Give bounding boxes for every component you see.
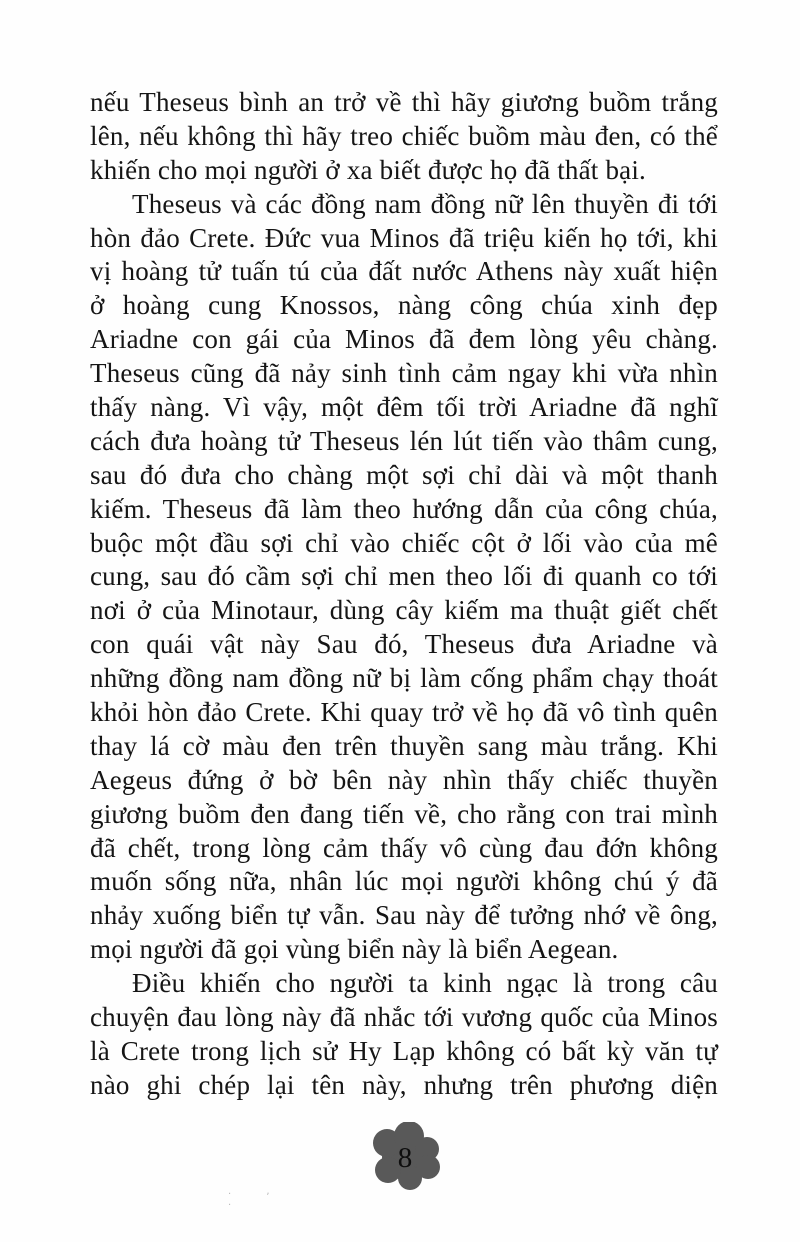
text-line: buộc một đầu sợi chỉ vào chiếc cột ở lối vào của mê	[90, 527, 718, 558]
text-line: thay lá cờ màu đen trên thuyền sang màu trắng. Khi	[90, 730, 718, 761]
text-line: chuyện đau lòng này đã nhắc tới vương quốc của Minos	[90, 1002, 718, 1033]
text-line: vị hoàng tử tuấn tú của đất nước Athens này xuất hiện	[90, 256, 718, 287]
page-number-badge	[363, 1122, 447, 1192]
text-line: hòn đảo Crete. Đức vua Minos đã triệu kiến họ tới, khi	[90, 222, 718, 253]
text-line: Theseus cũng đã nảy sinh tình cảm ngay khi vừa nhìn	[90, 358, 718, 389]
text-line: kiếm. Theseus đã làm theo hướng dẫn của công chúa,	[90, 493, 718, 524]
text-line: nếu Theseus bình an trở về thì hãy giương buồm trắng	[90, 87, 718, 117]
text-line: Aegeus đứng ở bờ bên này nhìn thấy chiếc thuyền	[90, 764, 718, 795]
text-line: lên, nếu không thì hãy treo chiếc buồm màu đen, có thể	[90, 120, 718, 151]
page-text	[90, 86, 718, 1103]
text-line: khiến cho mọi người ở xa biết được họ đã thất bại.	[90, 154, 646, 185]
text-line: nhảy xuống biển tự vẫn. Sau này để tưởng nhớ về ông,	[90, 900, 718, 931]
text-line: nơi ở của Minotaur, dùng cây kiếm ma thuật giết chết	[90, 595, 718, 626]
text-line: muốn sống nữa, nhân lúc mọi người không chú ý đã	[90, 866, 718, 897]
scan-artifact-marks: . , .	[228, 1186, 286, 1208]
text-line: thấy nàng. Vì vậy, một đêm tối trời Ariadne đã nghĩ	[90, 392, 718, 423]
text-line: cung, sau đó cầm sợi chỉ men theo lối đi quanh co tới	[90, 561, 718, 592]
text-line: Ariadne con gái của Minos đã đem lòng yêu chàng.	[90, 324, 718, 355]
text-line: là Crete trong lịch sử Hy Lạp không có bất kỳ văn tự	[90, 1035, 718, 1066]
text-line: khỏi hòn đảo Crete. Khi quay trở về họ đã vô tình quên	[90, 697, 718, 728]
text-line: nào ghi chép lại tên này, nhưng trên phương diện	[90, 1069, 718, 1100]
text-line: Theseus và các đồng nam đồng nữ lên thuyền đi tới	[132, 188, 718, 219]
text-line: mọi người đã gọi vùng biển này là biển Aegean.	[90, 934, 619, 965]
text-line: giương buồm đen đang tiến về, cho rằng con trai mình	[90, 798, 718, 829]
text-line: cách đưa hoàng tử Theseus lén lút tiến vào thâm cung,	[90, 425, 718, 456]
text-line: ở hoàng cung Knossos, nàng công chúa xinh đẹp	[90, 290, 718, 321]
text-line: đã chết, trong lòng cảm thấy vô cùng đau đớn không	[90, 832, 718, 863]
page-number: 8	[397, 1142, 413, 1174]
text-line: Điều khiến cho người ta kinh ngạc là trong câu	[132, 968, 718, 999]
text-line: con quái vật này Sau đó, Theseus đưa Ariadne và	[90, 629, 718, 660]
text-line: những đồng nam đồng nữ bị làm cống phẩm chạy thoát	[90, 663, 718, 694]
text-line: sau đó đưa cho chàng một sợi chỉ dài và một thanh	[90, 459, 718, 490]
